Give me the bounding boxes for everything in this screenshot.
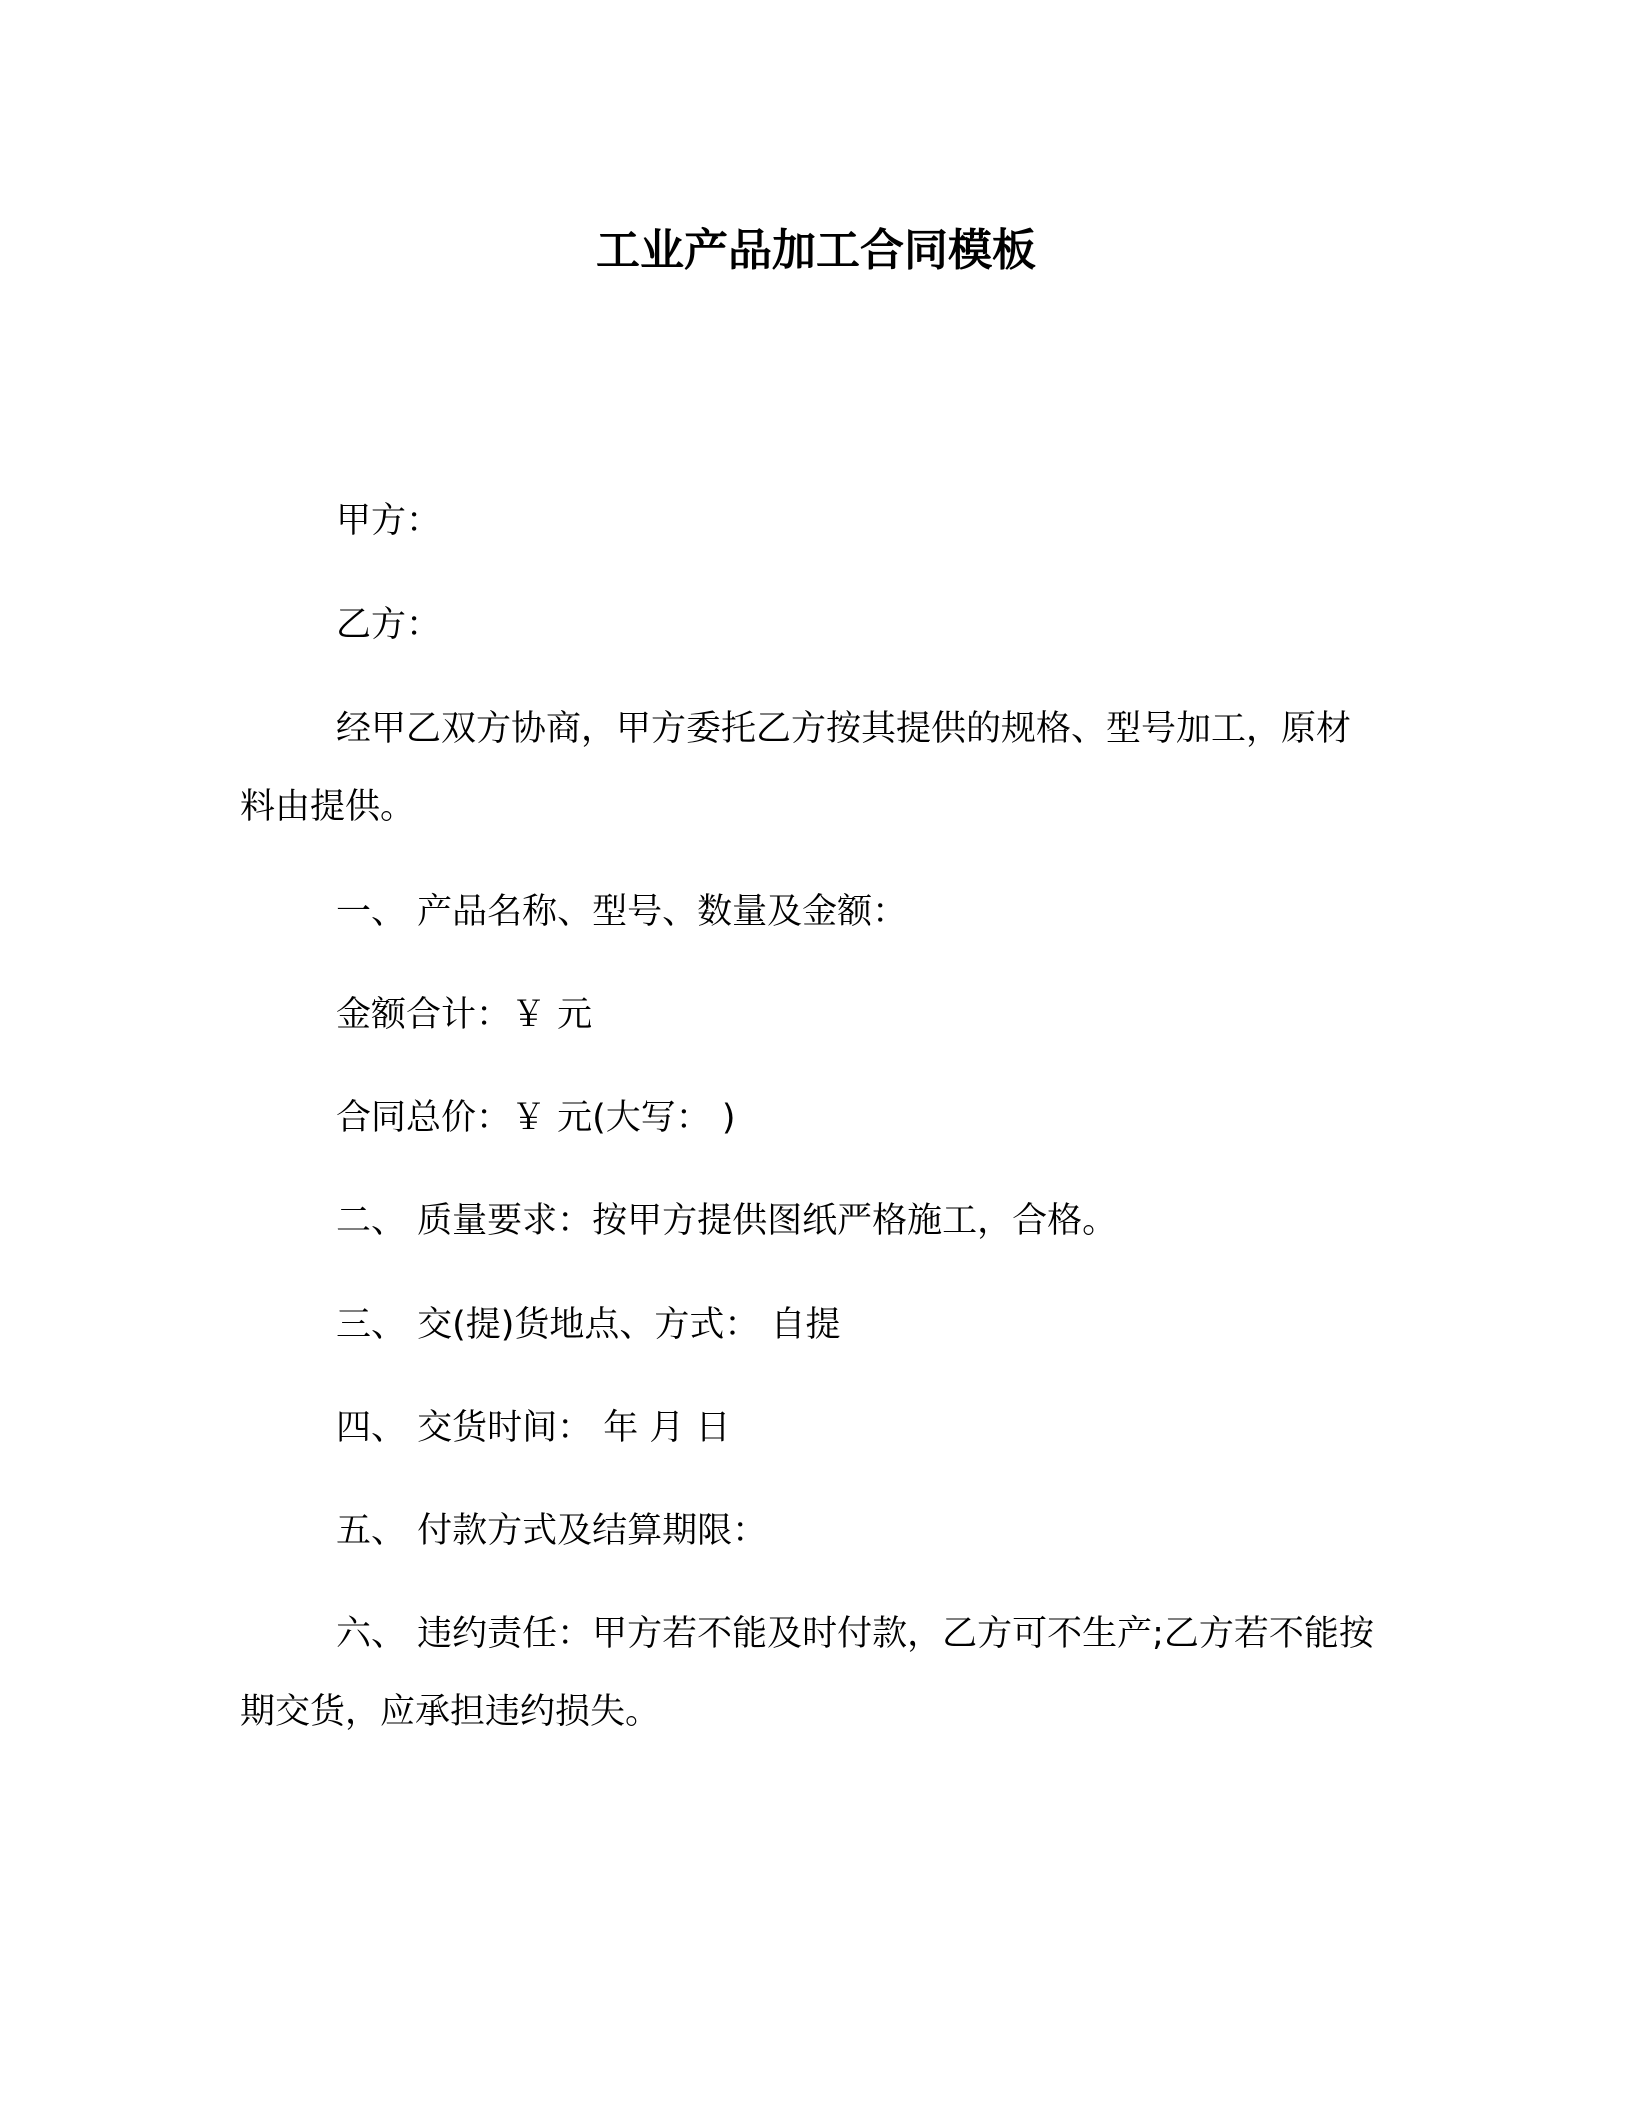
party-a-line: 甲方： [336,501,442,541]
clause-4-delivery-time: 四、 交货时间： 年 月 日 [336,1408,731,1448]
clause-3-delivery-place: 三、 交(提)货地点、方式： 自提 [336,1305,841,1345]
clause-2-quality: 二、 质量要求：按甲方提供图纸严格施工，合格。 [336,1201,1118,1241]
amount-total-line: 金额合计：￥ 元 [336,995,593,1035]
clause-1-product: 一、 产品名称、型号、数量及金额： [336,892,908,932]
clause-6-liability: 六、 违约责任：甲方若不能及时付款，乙方可不生产;乙方若不能按期交货，应承担违约损失。 [240,1614,1374,1732]
party-b-line: 乙方： [336,605,442,645]
clause-5-payment: 五、 付款方式及结算期限： [336,1511,768,1551]
intro-paragraph: 经甲乙双方协商，甲方委托乙方按其提供的规格、型号加工，原材料由提供。 [240,709,1352,827]
document-title: 工业产品加工合同模板 [596,225,1036,276]
contract-total-line: 合同总价：￥ 元(大写： ) [336,1098,736,1138]
